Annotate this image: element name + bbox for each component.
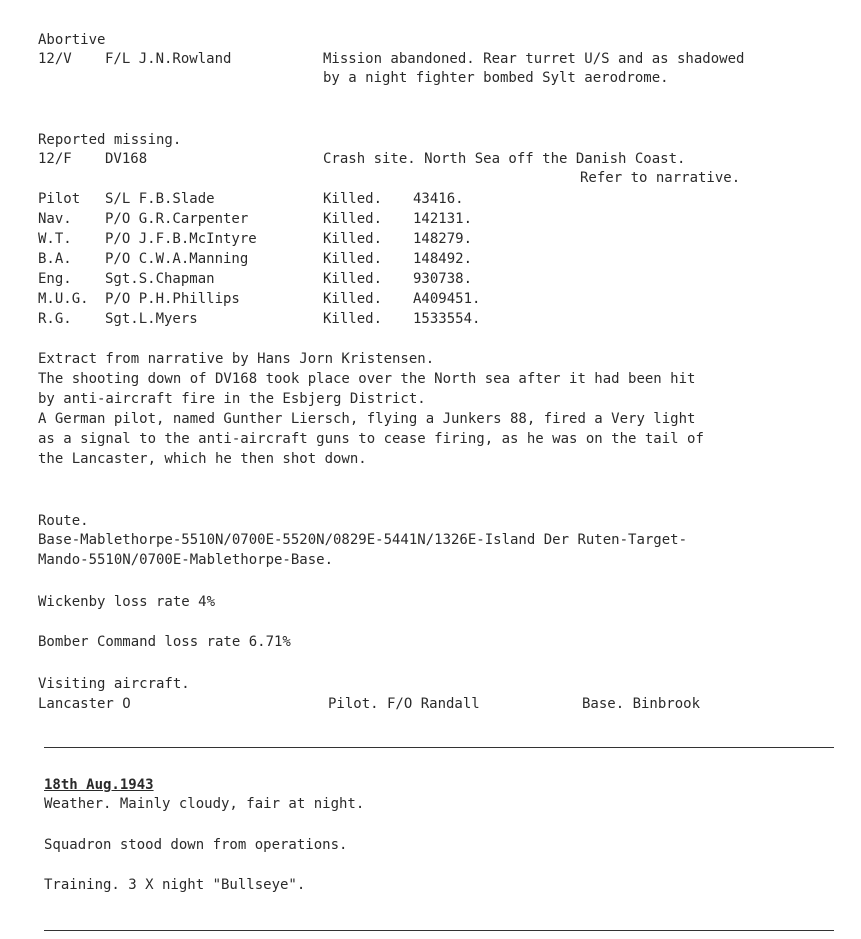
weather-line: Weather. Mainly cloudy, fair at night. bbox=[44, 796, 365, 812]
crew-number: 148279. bbox=[413, 231, 473, 247]
entry-date: 18th Aug.1943 bbox=[44, 777, 154, 793]
abortive-code: 12/V bbox=[38, 51, 72, 67]
visiting-pilot: Pilot. F/O Randall bbox=[328, 696, 480, 712]
crew-number: A409451. bbox=[413, 291, 481, 307]
crew-name: P/O C.W.A.Manning bbox=[105, 251, 249, 267]
crew-status: Killed. bbox=[323, 251, 383, 267]
section-divider bbox=[44, 930, 834, 931]
narrative-line: A German pilot, named Gunther Liersch, flying a Junkers 88, fired a Very light bbox=[38, 411, 696, 427]
crew-role: W.T. bbox=[38, 231, 72, 247]
crew-number: 148492. bbox=[413, 251, 473, 267]
crew-status: Killed. bbox=[323, 271, 383, 287]
crew-role: B.A. bbox=[38, 251, 72, 267]
crew-number: 43416. bbox=[413, 191, 464, 207]
visiting-base: Base. Binbrook bbox=[582, 696, 701, 712]
visiting-aircraft: Lancaster O bbox=[38, 696, 131, 712]
wickenby-loss-rate: Wickenby loss rate 4% bbox=[38, 594, 216, 610]
crew-name: Sgt.S.Chapman bbox=[105, 271, 215, 287]
narrative-line: the Lancaster, which he then shot down. bbox=[38, 451, 367, 467]
training-line: Training. 3 X night "Bullseye". bbox=[44, 877, 306, 893]
crew-status: Killed. bbox=[323, 191, 383, 207]
bomber-command-loss-rate: Bomber Command loss rate 6.71% bbox=[38, 634, 291, 650]
crew-name: S/L F.B.Slade bbox=[105, 191, 215, 207]
route-line1: Base-Mablethorpe-5510N/0700E-5520N/0829E-5441N/1326E-Island Der Ruten-Target- bbox=[38, 532, 688, 548]
abortive-heading: Abortive bbox=[38, 32, 106, 48]
missing-heading: Reported missing. bbox=[38, 132, 182, 148]
crew-number: 1533554. bbox=[413, 311, 481, 327]
crew-name: P/O J.F.B.McIntyre bbox=[105, 231, 257, 247]
crew-name: Sgt.L.Myers bbox=[105, 311, 198, 327]
narrative-line: by anti-aircraft fire in the Esbjerg District. bbox=[38, 391, 426, 407]
missing-aircraft: DV168 bbox=[105, 151, 148, 167]
crew-status: Killed. bbox=[323, 291, 383, 307]
crew-status: Killed. bbox=[323, 311, 383, 327]
narrative-line: Extract from narrative by Hans Jorn Kristensen. bbox=[38, 351, 435, 367]
operations-line: Squadron stood down from operations. bbox=[44, 837, 348, 853]
route-line2: Mando-5510N/0700E-Mablethorpe-Base. bbox=[38, 552, 334, 568]
abortive-note-line1: Mission abandoned. Rear turret U/S and as shadowed bbox=[323, 51, 745, 67]
crew-role: Nav. bbox=[38, 211, 72, 227]
crew-role: Pilot bbox=[38, 191, 81, 207]
abortive-note-line2: by a night fighter bombed Sylt aerodrome. bbox=[323, 70, 669, 86]
crew-name: P/O P.H.Phillips bbox=[105, 291, 240, 307]
narrative-line: as a signal to the anti-aircraft guns to cease firing, as he was on the tail of bbox=[38, 431, 704, 447]
crew-status: Killed. bbox=[323, 211, 383, 227]
abortive-pilot: F/L J.N.Rowland bbox=[105, 51, 232, 67]
visiting-heading: Visiting aircraft. bbox=[38, 676, 190, 692]
crew-number: 142131. bbox=[413, 211, 473, 227]
crew-name: P/O G.R.Carpenter bbox=[105, 211, 249, 227]
crew-role: Eng. bbox=[38, 271, 72, 287]
crew-status: Killed. bbox=[323, 231, 383, 247]
missing-code: 12/F bbox=[38, 151, 72, 167]
refer-narrative: Refer to narrative. bbox=[580, 170, 741, 186]
route-heading: Route. bbox=[38, 513, 89, 529]
section-divider bbox=[44, 747, 834, 748]
crew-number: 930738. bbox=[413, 271, 473, 287]
crew-role: M.U.G. bbox=[38, 291, 89, 307]
crash-site-line: Crash site. North Sea off the Danish Coast. bbox=[323, 151, 686, 167]
crew-role: R.G. bbox=[38, 311, 72, 327]
narrative-line: The shooting down of DV168 took place over the North sea after it had been hit bbox=[38, 371, 696, 387]
